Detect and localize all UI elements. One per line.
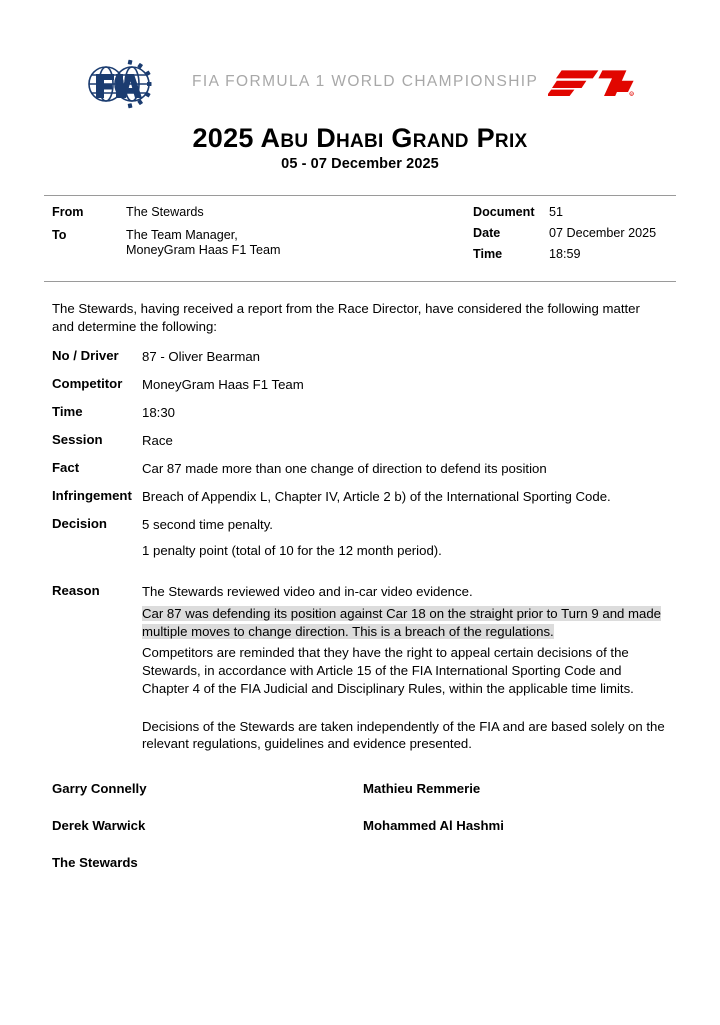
- from-label: From: [52, 205, 84, 219]
- time-value: 18:59: [549, 247, 581, 261]
- reason-paragraph-3: Competitors are reminded that they have the right to appeal certain decisions of the Stewards, in accordance with Article 15 of the FIA International Sporting Code and Chapter 4 of the FIA Judicial and Disciplinary Rules, within the applicable time limits.: [142, 645, 634, 696]
- time-label: Time: [473, 247, 503, 261]
- meta-row-time: [473, 247, 683, 261]
- document-meta: [0, 205, 720, 277]
- meta-right-column: [473, 205, 683, 268]
- from-value-line: The Stewards: [126, 205, 204, 219]
- signature-row-2: [52, 818, 668, 855]
- infringement-label: Infringement: [52, 488, 132, 503]
- title-block: [0, 124, 720, 172]
- field-reason: [52, 583, 668, 753]
- time-field-label: Time: [52, 404, 83, 419]
- event-dates: 05 - 07 December 2025: [281, 156, 439, 173]
- reason-label: Reason: [52, 583, 100, 599]
- decision-fields: [52, 348, 668, 763]
- field-decision: [52, 516, 668, 559]
- reason-highlight: Car 87 was defending its position against Car 18 on the straight prior to Turn 9 and made multiple moves to change direction. This is a breach of the regulations.: [142, 606, 662, 639]
- from-value: [52, 205, 452, 221]
- decision-line-1: 5 second time penalty.: [142, 517, 273, 532]
- intro-paragraph: The Stewards, having received a report from the Race Director, have considered the following matter and determine the following:: [52, 301, 640, 334]
- decision-value: [52, 516, 668, 559]
- field-competitor: [52, 376, 668, 394]
- driver-label: No / Driver: [52, 348, 119, 363]
- meta-row-document: [473, 205, 683, 219]
- stewards-role: The Stewards: [52, 855, 138, 870]
- decision-line-2: 1 penalty point (total of 10 for the 12 month period).: [142, 542, 442, 558]
- field-time: [52, 404, 668, 422]
- reason-paragraph-4: Decisions of the Stewards are taken independently of the FIA and are based solely on the relevant regulations, guidelines and evidence presented.: [142, 718, 665, 752]
- document-label: Document: [473, 205, 535, 219]
- time-field-value: 18:30: [142, 405, 176, 420]
- meta-row-from: [52, 205, 452, 221]
- steward-name-4: Mohammed Al Hashmi: [363, 818, 504, 833]
- fact-value: Car 87 made more than one change of direction to defend its position: [142, 461, 547, 476]
- field-driver: [52, 348, 668, 366]
- to-value-line-2: MoneyGram Haas F1 Team: [126, 243, 281, 258]
- divider-bottom: [44, 281, 676, 282]
- signature-row-3: [52, 855, 668, 892]
- session-label: Session: [52, 432, 103, 447]
- date-value: 07 December 2025: [549, 226, 657, 240]
- steward-name-1: Garry Connelly: [52, 781, 147, 796]
- field-infringement: [52, 488, 668, 506]
- meta-row-to: [52, 228, 452, 259]
- to-label: To: [52, 227, 67, 242]
- competitor-value: MoneyGram Haas F1 Team: [142, 377, 304, 392]
- date-label: Date: [473, 226, 501, 240]
- fact-label: Fact: [52, 460, 80, 475]
- field-session: [52, 432, 668, 450]
- infringement-value: Breach of Appendix L, Chapter IV, Article 2 b) of the International Sporting Code.: [142, 489, 611, 504]
- signature-block: [52, 781, 668, 892]
- meta-row-date: [473, 226, 683, 240]
- f1-logo: [548, 66, 636, 98]
- meta-left-column: [52, 205, 452, 266]
- field-fact: [52, 460, 668, 478]
- steward-name-3: Derek Warwick: [52, 818, 146, 833]
- decision-label: Decision: [52, 516, 107, 531]
- signature-row-1: [52, 781, 668, 818]
- fia-logo: [86, 56, 152, 112]
- to-value: [52, 228, 452, 259]
- svg-text:R: R: [630, 91, 633, 96]
- reason-paragraph-2-highlighted: [142, 605, 668, 640]
- reason-paragraph-1: The Stewards reviewed video and in-car video evidence.: [142, 584, 473, 600]
- to-value-line-1: The Team Manager,: [126, 227, 238, 242]
- reason-value: [52, 583, 668, 753]
- driver-value: 87 - Oliver Bearman: [142, 349, 260, 364]
- document-value: 51: [549, 205, 564, 219]
- masthead: [52, 56, 668, 114]
- competitor-label: Competitor: [52, 376, 123, 391]
- session-value: Race: [142, 433, 173, 448]
- divider-top: [44, 195, 676, 196]
- steward-name-2: Mathieu Remmerie: [363, 781, 481, 796]
- championship-title: FIA FORMULA 1 WORLD CHAMPIONSHIP: [192, 73, 539, 90]
- page-title: 2025 Abu Dhabi Grand Prix: [192, 123, 528, 153]
